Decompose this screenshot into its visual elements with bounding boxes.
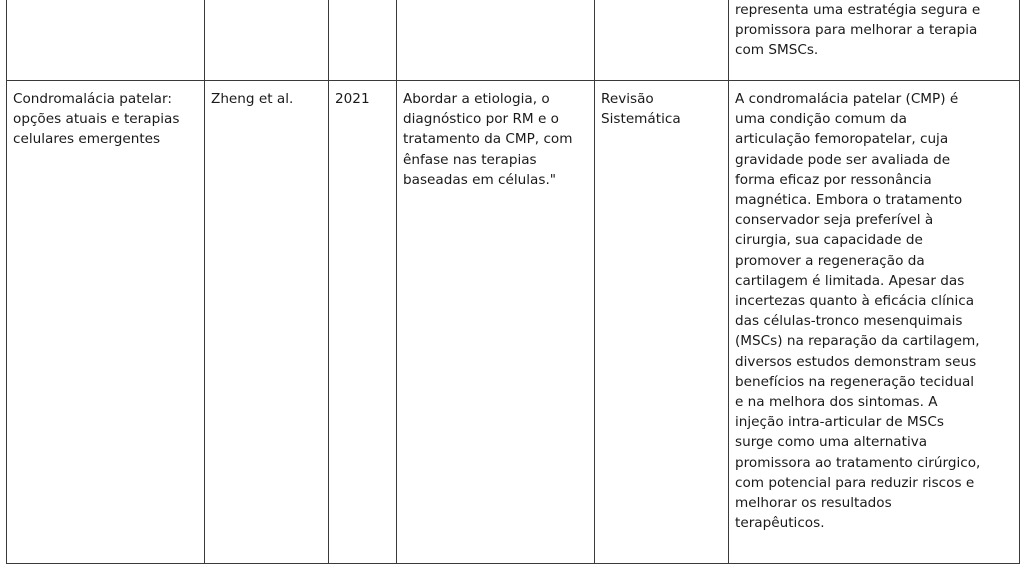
summary-line: promover a regeneração da (735, 252, 925, 269)
prev-objective-cell (397, 0, 595, 81)
summary-line: gravidade pode ser avaliada de (735, 151, 951, 168)
summary-line: representa uma estratégia segura e (735, 2, 981, 18)
summary-line: A condromalácia patelar (CMP) é (735, 91, 959, 107)
summary-line: diversos estudos demonstram seus (735, 353, 977, 370)
title-line: celulares emergentes (13, 131, 161, 148)
summary-line: injeção intra-articular de MSCs (735, 414, 944, 431)
summary-line: cirurgia, sua capacidade de (735, 232, 923, 249)
summary-cell (729, 81, 1020, 564)
summary-line: melhorar os resultados (735, 495, 892, 512)
summary-line: das células-tronco mesenquimais (735, 313, 963, 330)
table-row (7, 81, 1020, 564)
summary-line: cartilagem é limitada. Apesar das (735, 272, 965, 289)
summary-line: forma eficaz por ressonância (735, 171, 932, 188)
summary-line: uma condição comum da (735, 111, 907, 128)
study-type-line: Sistemática (601, 111, 681, 128)
title-line: opções atuais e terapias (13, 111, 180, 128)
summary-line: magnética. Embora o tratamento (735, 192, 963, 209)
authors-text: Zheng et al. (211, 91, 294, 107)
summary-line: conservador seja preferível à (735, 212, 934, 229)
objective-line: Abordar a etiologia, o (403, 91, 550, 107)
summary-line: (MSCs) na reparação da cartilagem, (735, 333, 980, 350)
summary-line: terapêuticos. (735, 515, 825, 532)
study-type-line: Revisão (601, 91, 654, 107)
objective-line: baseadas em células." (403, 171, 557, 188)
summary-line: com potencial para reduzir riscos e (735, 474, 975, 491)
prev-year-cell (329, 0, 397, 81)
summary-line: surge como uma alternativa (735, 434, 928, 451)
prev-title-cell (7, 0, 205, 81)
year-cell (329, 81, 397, 564)
summary-line: com SMSCs. (735, 42, 819, 59)
authors-cell (205, 81, 329, 564)
summary-line: e na melhora dos sintomas. A (735, 394, 938, 411)
year-text: 2021 (335, 91, 370, 107)
table-row-previous (7, 0, 1020, 81)
summary-line: articulação femoropatelar, cuja (735, 131, 949, 148)
summary-line: benefícios na regeneração tecidual (735, 373, 975, 390)
summary-line: promissora para melhorar a terapia (735, 22, 978, 39)
objective-line: ênfase nas terapias (403, 151, 537, 168)
objective-line: diagnóstico por RM e o (403, 111, 559, 128)
prev-study-type-cell (595, 0, 729, 81)
study-type-cell (595, 81, 729, 564)
literature-review-table (6, 0, 1020, 564)
title-line: Condromalácia patelar: (13, 91, 172, 107)
objective-cell (397, 81, 595, 564)
title-cell (7, 81, 205, 564)
objective-line: tratamento da CMP, com (403, 131, 573, 148)
prev-summary-cell (729, 0, 1020, 81)
prev-authors-cell (205, 0, 329, 81)
summary-line: promissora ao tratamento cirúrgico, (735, 454, 981, 471)
summary-line: incertezas quanto à eficácia clínica (735, 293, 975, 310)
